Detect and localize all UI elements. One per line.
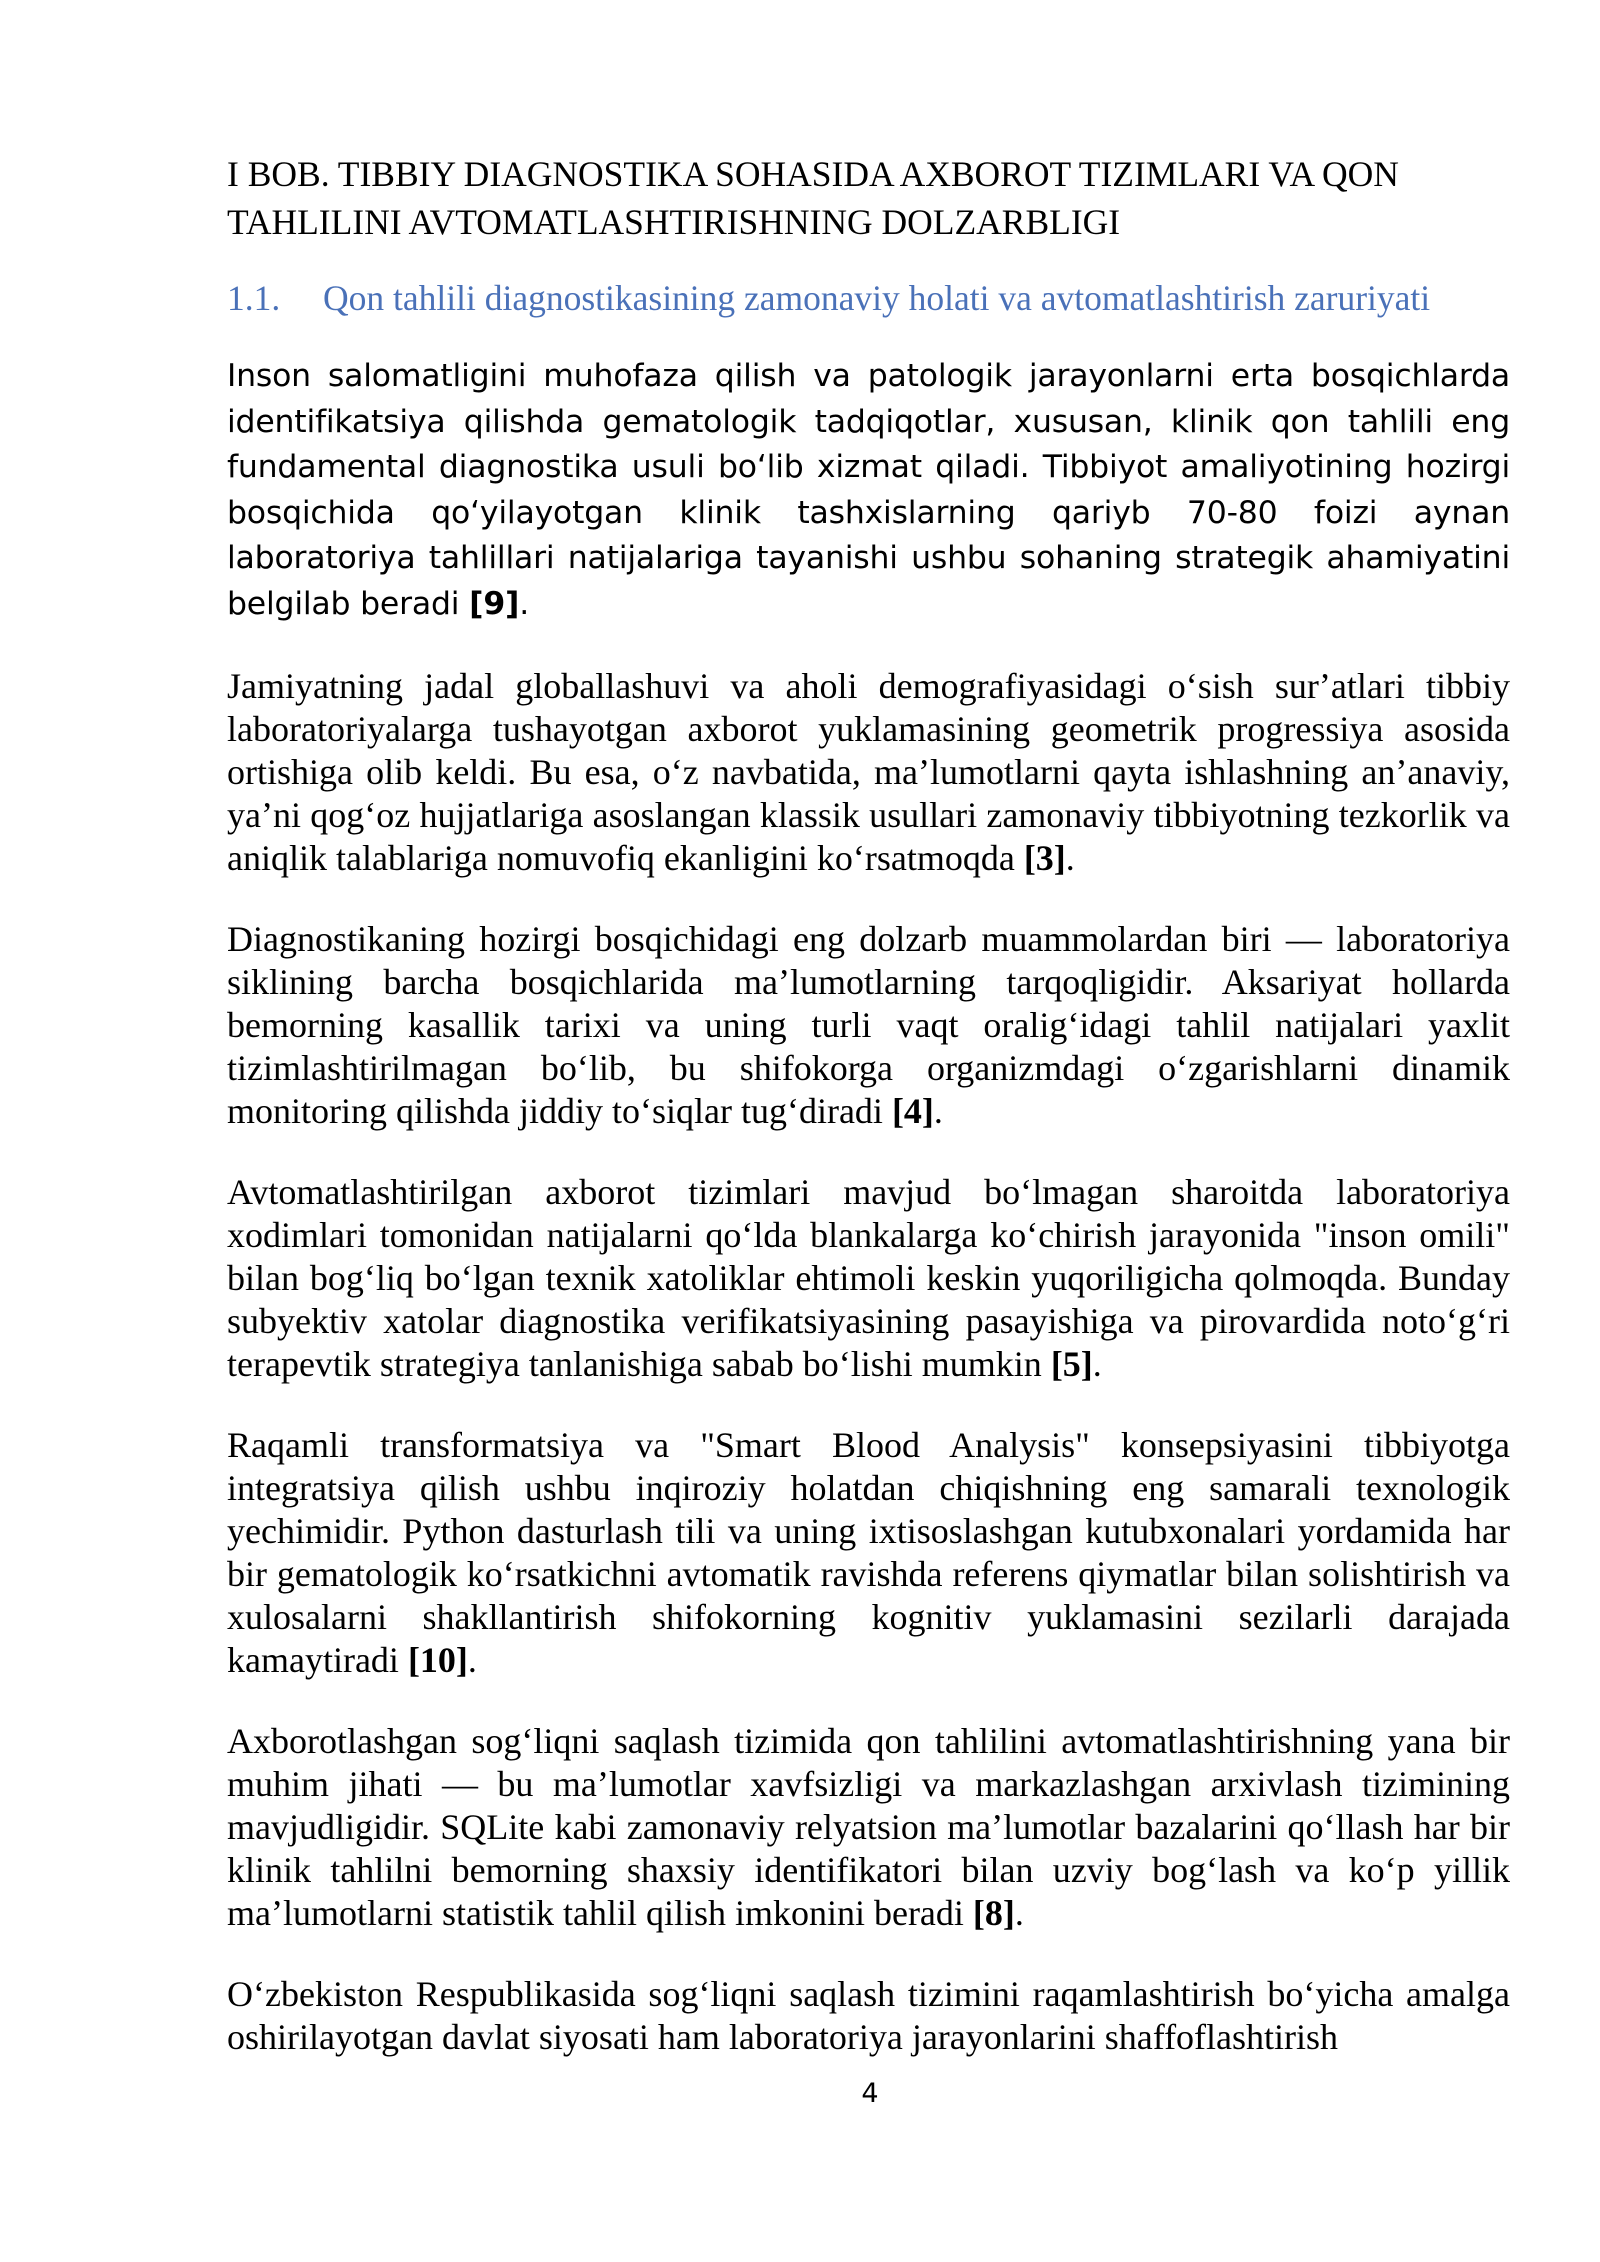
citation-ref: [10]: [407, 1640, 468, 1680]
section-heading: [227, 274, 1510, 322]
paragraph-text: Jamiyatning jadal globallashuvi va aholi demografiyasidagi oʻsish surʼatlari tibbiy laboratoriyalarga tushayotgan axborot yuklamasining geometrik progressiya asosida ortishiga olib keldi. Bu esa, oʻz navbatida, maʼlumotlarni qayta ishlashning anʼanaviy, yaʼni qogʻoz hujjatlariga asoslangan klassik usullari zamonaviy tibbiyotning tezkorlik va aniqlik talablariga nomuvofiq ekanligini koʻrsatmoqda: [227, 666, 1510, 878]
page-number: 4: [861, 2078, 879, 2109]
paragraph-1: [227, 354, 1510, 627]
paragraph-text: Avtomatlashtirilgan axborot tizimlari mavjud boʻlmagan sharoitda laboratoriya xodimlari tomonidan natijalarni qoʻlda blankalarga koʻchirish jarayonida "inson omili" bilan bogʻliq boʻlgan texnik xatoliklar ehtimoli keskin yuqoriligicha qolmoqda. Bunday subyektiv xatolar diagnostika verifikatsiyasining pasayishiga va pirovardida notoʻgʻri terapevtik strategiya tanlanishiga sabab boʻlishi mumkin: [227, 1172, 1510, 1384]
citation-ref: [9]: [469, 585, 520, 622]
paragraph-7: [227, 1973, 1510, 2059]
citation-ref: [3]: [1023, 838, 1066, 878]
paragraph-5: [227, 1424, 1510, 1682]
citation-ref: [8]: [972, 1893, 1015, 1933]
paragraph-3: [227, 918, 1510, 1133]
section-number: 1.1.: [227, 278, 281, 318]
paragraph-2: [227, 665, 1510, 880]
paragraph-end: .: [467, 1640, 477, 1680]
paragraph-text: Inson salomatligini muhofaza qilish va patologik jarayonlarni erta bosqichlarda identifikatsiya qilishda gematologik tadqiqotlar, xususan, klinik qon tahlili eng fundamental diagnostika usuli boʻlib xizmat qiladi. Tibbiyot amaliyotining hozirgi bosqichida qoʻyilayotgan klinik tashxislarning qariyb 70-80 foizi aynan laboratoriya tahlillari natijalariga tayanishi ushbu sohaning strategik ahamiyatini belgilab beradi: [227, 358, 1510, 622]
paragraph-text: Oʻzbekiston Respublikasida sogʻliqni saqlash tizimini raqamlashtirish boʻyicha amalga oshirilayotgan davlat siyosati ham laboratoriya jarayonlarini shaffoflashtirish: [227, 1974, 1510, 2057]
section-title: Qon tahlili diagnostikasining zamonaviy holati va avtomatlashtirish zaruriyati: [323, 278, 1431, 318]
chapter-title: I BOB. TIBBIY DIAGNOSTIKA SOHASIDA AXBOROT TIZIMLARI VA QON TAHLILINI AVTOMATLASHTIRISHNING DOLZARBLIGI: [227, 154, 1399, 242]
paragraph-4: [227, 1171, 1510, 1386]
document-page: [227, 150, 1510, 2097]
paragraph-text: Axborotlashgan sogʻliqni saqlash tizimida qon tahlilini avtomatlashtirishning yana bir muhim jihati — bu maʼlumotlar xavfsizligi va markazlashgan arxivlash tizimining mavjudligidir. SQLite kabi zamonaviy relyatsion maʼlumotlar bazalarini qoʻllash har bir klinik tahlilni bemorning shaxsiy identifikatori bilan uzviy bogʻlash va koʻp yillik maʼlumotlarni statistik tahlil qilish imkonini beradi: [227, 1721, 1510, 1933]
citation-ref: [5]: [1050, 1344, 1093, 1384]
paragraph-6: [227, 1720, 1510, 1935]
citation-ref: [4]: [891, 1091, 934, 1131]
paragraph-end: .: [933, 1091, 943, 1131]
paragraph-text: Raqamli transformatsiya va "Smart Blood Analysis" konsepsiyasini tibbiyotga integratsiya qilish ushbu inqiroziy holatdan chiqishning eng samarali texnologik yechimidir. Python dasturlash tili va uning ixtisoslashgan kutubxonalari yordamida har bir gematologik koʻrsatkichni avtomatik ravishda referens qiymatlar bilan solishtirish va xulosalarni shakllantirish shifokorning kognitiv yuklamasini sezilarli darajada kamaytiradi: [227, 1425, 1510, 1680]
paragraph-end: .: [1014, 1893, 1024, 1933]
paragraph-text: Diagnostikaning hozirgi bosqichidagi eng dolzarb muammolardan biri — laboratoriya siklining barcha bosqichlarida maʼlumotlarning tarqoqligidir. Aksariyat hollarda bemorning kasallik tarixi va uning turli vaqt oraligʻidagi tahlil natijalari yaxlit tizimlashtirilmagan boʻlib, bu shifokorga organizmdagi oʻzgarishlarni dinamik monitoring qilishda jiddiy toʻsiqlar tugʻdiradi: [227, 919, 1510, 1131]
paragraph-end: .: [1092, 1344, 1102, 1384]
paragraph-end: .: [1065, 838, 1075, 878]
paragraph-end: .: [519, 585, 530, 622]
